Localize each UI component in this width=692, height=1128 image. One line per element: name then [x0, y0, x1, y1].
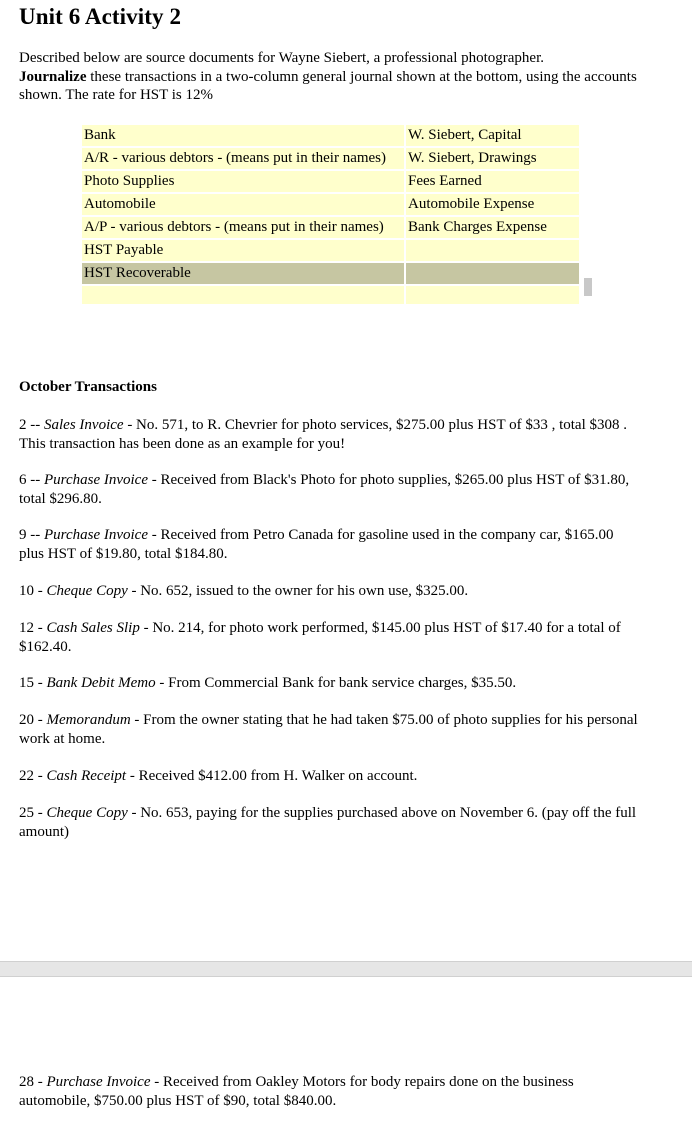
transaction-item — [19, 804, 639, 841]
txn-doc-type: Cheque Copy — [46, 583, 128, 599]
txn-doc-type: Purchase Invoice — [44, 527, 148, 543]
transaction-item — [19, 1073, 639, 1110]
account-cell-right[interactable]: W. Siebert, Drawings — [406, 148, 579, 169]
transaction-item — [19, 711, 639, 748]
txn-doc-type: Memorandum — [46, 712, 131, 728]
txn-doc-type: Purchase Invoice — [46, 1074, 151, 1090]
txn-prefix: 28 - — [19, 1074, 47, 1090]
txn-prefix: 12 - — [19, 620, 47, 636]
account-cell-right[interactable]: Bank Charges Expense — [406, 217, 579, 238]
account-cell-left[interactable]: Automobile — [82, 194, 404, 215]
account-cell-left[interactable]: Bank — [82, 125, 404, 146]
txn-text: - No. 653, paying for the supplies purchased above on November 6. (pay off the full amount) — [19, 805, 637, 840]
txn-prefix: 9 -- — [19, 527, 44, 543]
account-row-selected — [82, 263, 579, 284]
txn-doc-type: Sales Invoice — [44, 417, 124, 433]
txn-text: - From the owner stating that he had taken $75.00 of photo supplies for his personal work at home. — [19, 712, 638, 747]
transaction-item — [19, 471, 639, 508]
account-cell-left[interactable]: A/R - various debtors - (means put in their names) — [82, 148, 404, 169]
intro-bold-word: Journalize — [19, 68, 87, 85]
txn-prefix: 25 - — [19, 805, 47, 821]
account-cell-right[interactable]: W. Siebert, Capital — [406, 125, 579, 146]
account-cell-left[interactable]: A/P - various debtors - (means put in their names) — [82, 217, 404, 238]
txn-doc-type: Cash Sales Slip — [46, 620, 140, 636]
txn-doc-type: Cheque Copy — [46, 805, 128, 821]
txn-text: - Received $412.00 from H. Walker on account. — [126, 768, 418, 784]
txn-prefix: 6 -- — [19, 472, 44, 488]
account-row-empty — [82, 286, 579, 304]
account-cell-left[interactable]: HST Payable — [82, 240, 404, 261]
account-cell-left[interactable]: HST Recoverable — [82, 263, 404, 284]
transaction-item — [19, 582, 639, 601]
txn-doc-type: Purchase Invoice — [44, 472, 148, 488]
txn-text: - No. 571, to R. Chevrier for photo services, $275.00 plus HST of $33 , total $308 . This transaction has been done as an example for you! — [19, 417, 627, 452]
account-row — [82, 171, 579, 192]
transaction-item — [19, 526, 639, 563]
txn-doc-type: Bank Debit Memo — [46, 675, 156, 691]
page-title: Unit 6 Activity 2 — [19, 4, 182, 29]
txn-text: - Received from Petro Canada for gasoline used in the company car, $165.00 plus HST of $19.80, total $184.80. — [19, 527, 614, 562]
account-row — [82, 148, 579, 169]
account-cell-right[interactable]: Fees Earned — [406, 171, 579, 192]
transaction-item — [19, 767, 639, 786]
txn-text: - No. 652, issued to the owner for his own use, $325.00. — [127, 583, 469, 599]
intro-paragraph — [19, 49, 639, 105]
txn-prefix: 20 - — [19, 712, 47, 728]
intro-line1: Described below are source documents for Wayne Siebert, a professional photographer. — [19, 50, 545, 66]
account-cell-left[interactable]: Photo Supplies — [82, 171, 404, 192]
accounts-table — [80, 123, 581, 306]
account-row — [82, 125, 579, 146]
transaction-item — [19, 674, 639, 693]
transaction-item — [19, 416, 639, 453]
account-row — [82, 194, 579, 215]
page-break-divider — [0, 961, 692, 977]
account-cell-left[interactable] — [82, 286, 404, 304]
txn-doc-type: Cash Receipt — [46, 768, 127, 784]
account-cell-right[interactable]: Automobile Expense — [406, 194, 579, 215]
account-cell-right[interactable] — [406, 263, 579, 284]
txn-text: - From Commercial Bank for bank service charges, $35.50. — [155, 675, 517, 691]
txn-prefix: 15 - — [19, 675, 47, 691]
txn-prefix: 22 - — [19, 768, 47, 784]
account-row — [82, 217, 579, 238]
transaction-item — [19, 619, 639, 656]
txn-prefix: 10 - — [19, 583, 47, 599]
txn-prefix: 2 -- — [19, 417, 44, 433]
account-row — [82, 240, 579, 261]
txn-text: - Received from Oakley Motors for body repairs done on the business automobile, $750.00 plus HST of $90, total $840.00. — [19, 1074, 574, 1109]
intro-rest: these transactions in a two-column general journal shown at the bottom, using the accounts shown. The rate for HST is 12% — [19, 68, 637, 103]
account-cell-right[interactable] — [406, 240, 579, 261]
resize-handle[interactable] — [584, 278, 592, 296]
account-cell-right[interactable] — [406, 286, 579, 304]
section-heading: October Transactions — [19, 379, 157, 395]
txn-text: - No. 214, for photo work performed, $145.00 plus HST of $17.40 for a total of $162.40. — [19, 620, 621, 655]
txn-text: - Received from Black's Photo for photo supplies, $265.00 plus HST of $31.80, total $296.80. — [19, 472, 630, 507]
